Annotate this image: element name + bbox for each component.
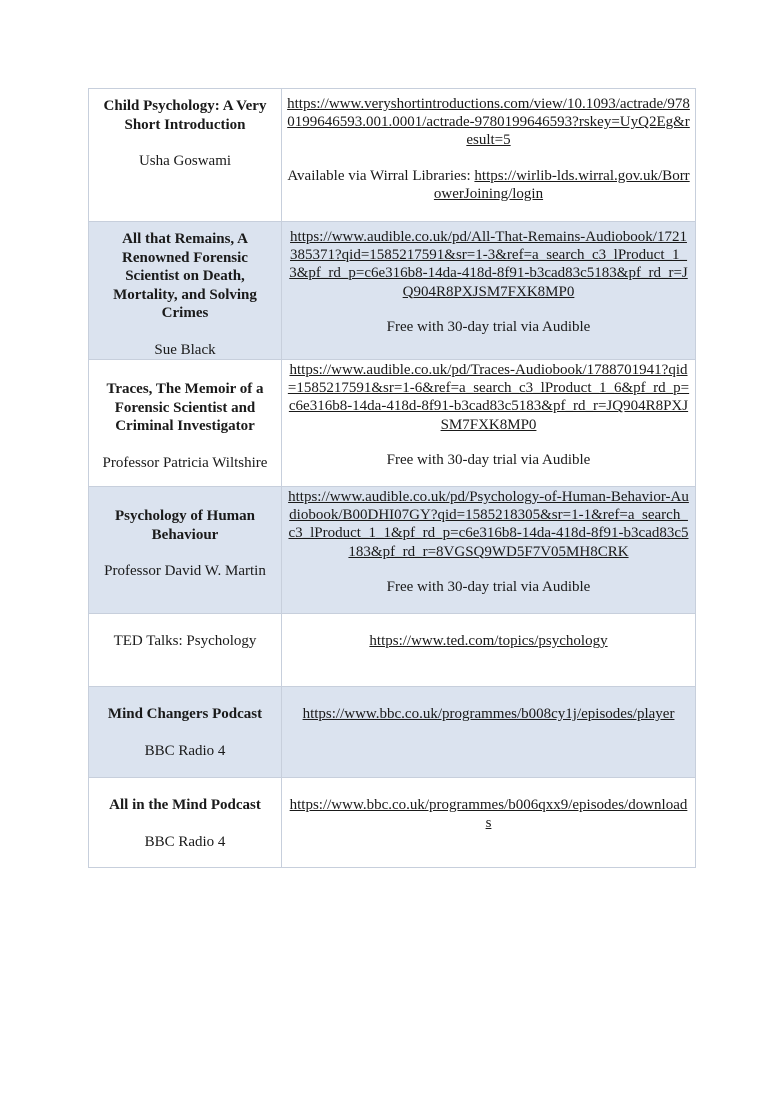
resource-note bbox=[287, 167, 690, 203]
resource-author: Sue Black bbox=[154, 341, 216, 358]
table-row bbox=[89, 222, 696, 360]
table-row bbox=[89, 360, 696, 487]
resource-link-cell bbox=[282, 89, 696, 222]
resource-title: Mind Changers Podcast bbox=[107, 706, 263, 722]
resource-info-cell bbox=[89, 360, 282, 487]
resource-title: Traces, The Memoir of a Forensic Scientist and Criminal Investigator bbox=[106, 381, 264, 434]
resource-author: Professor Patricia Wiltshire bbox=[102, 454, 268, 471]
table-row bbox=[89, 778, 696, 868]
resource-link-cell bbox=[282, 487, 696, 614]
resource-title: All that Remains, A Renowned Forensic Scientist on Death, Mortality, and Solving Crimes bbox=[113, 231, 257, 321]
resource-link-cell bbox=[282, 687, 696, 778]
resource-title: All in the Mind Podcast bbox=[109, 797, 261, 813]
resource-info-cell bbox=[89, 687, 282, 778]
table-row bbox=[89, 614, 696, 687]
resource-url-link[interactable]: https://www.bbc.co.uk/programmes/b008cy1j/episodes/player bbox=[302, 706, 675, 722]
resource-info-cell bbox=[89, 614, 282, 687]
resource-link-cell bbox=[282, 360, 696, 487]
resource-info-cell bbox=[89, 89, 282, 222]
resource-info-cell bbox=[89, 778, 282, 868]
resource-note-text: Available via Wirral Libraries: bbox=[287, 167, 475, 184]
resource-note: Free with 30-day trial via Audible bbox=[386, 578, 591, 595]
wirral-libraries-link[interactable]: https://wirlib-lds.wirral.gov.uk/BorrowerJoining/login bbox=[433, 167, 690, 202]
resource-info-cell bbox=[89, 222, 282, 360]
resource-author: BBC Radio 4 bbox=[144, 833, 226, 850]
table-row bbox=[89, 487, 696, 614]
resource-title: Child Psychology: A Very Short Introduction bbox=[103, 98, 267, 133]
resource-info-cell bbox=[89, 487, 282, 614]
resource-title: TED Talks: Psychology bbox=[113, 633, 257, 649]
resource-author: BBC Radio 4 bbox=[144, 742, 226, 759]
resources-table bbox=[88, 88, 696, 868]
resource-title: Psychology of Human Behaviour bbox=[114, 508, 255, 543]
resource-note: Free with 30-day trial via Audible bbox=[386, 318, 591, 335]
resource-url-link[interactable]: https://www.audible.co.uk/pd/All-That-Remains-Audiobook/1721385371?qid=1585217591&sr=1-3&ref=a_search_c3_lProduct_1_3&pf_rd_p=c6e316b8-14da-418d-8f91-b3cad83c5183&pf_rd_r=JQ904R8PXJSM7FXK8MP0 bbox=[289, 229, 688, 300]
resource-url-link[interactable]: https://www.bbc.co.uk/programmes/b006qxx9/episodes/downloads bbox=[289, 797, 688, 832]
resource-url-link[interactable]: https://www.audible.co.uk/pd/Psychology-of-Human-Behavior-Audiobook/B00DHI07GY?qid=1585218305&sr=1-1&ref=a_search_c3_lProduct_1_1&pf_rd_p=c6e316b8-14da-418d-8f91-b3cad83c5183&pf_rd_r=8VGSQ9WD5F7V05MH8CRK bbox=[288, 489, 689, 560]
table-row bbox=[89, 687, 696, 778]
resource-url-link[interactable]: https://www.ted.com/topics/psychology bbox=[369, 633, 608, 649]
resource-url-link[interactable]: https://www.veryshortintroductions.com/view/10.1093/actrade/9780199646593.001.0001/actrade-9780199646593?rskey=UyQ2Eg&result=5 bbox=[287, 96, 690, 149]
table-row bbox=[89, 89, 696, 222]
resource-author: Professor David W. Martin bbox=[104, 563, 266, 579]
resource-author: Usha Goswami bbox=[138, 153, 232, 169]
resource-link-cell bbox=[282, 614, 696, 687]
resource-url-link[interactable]: https://www.audible.co.uk/pd/Traces-Audiobook/1788701941?qid=1585217591&sr=1-6&ref=a_search_c3_lProduct_1_6&pf_rd_p=c6e316b8-14da-418d-8f91-b3cad83c5183&pf_rd_r=JQ904R8PXJSM7FXK8MP0 bbox=[287, 362, 690, 433]
resource-note: Free with 30-day trial via Audible bbox=[386, 451, 591, 468]
resource-link-cell bbox=[282, 778, 696, 868]
resource-link-cell bbox=[282, 222, 696, 360]
